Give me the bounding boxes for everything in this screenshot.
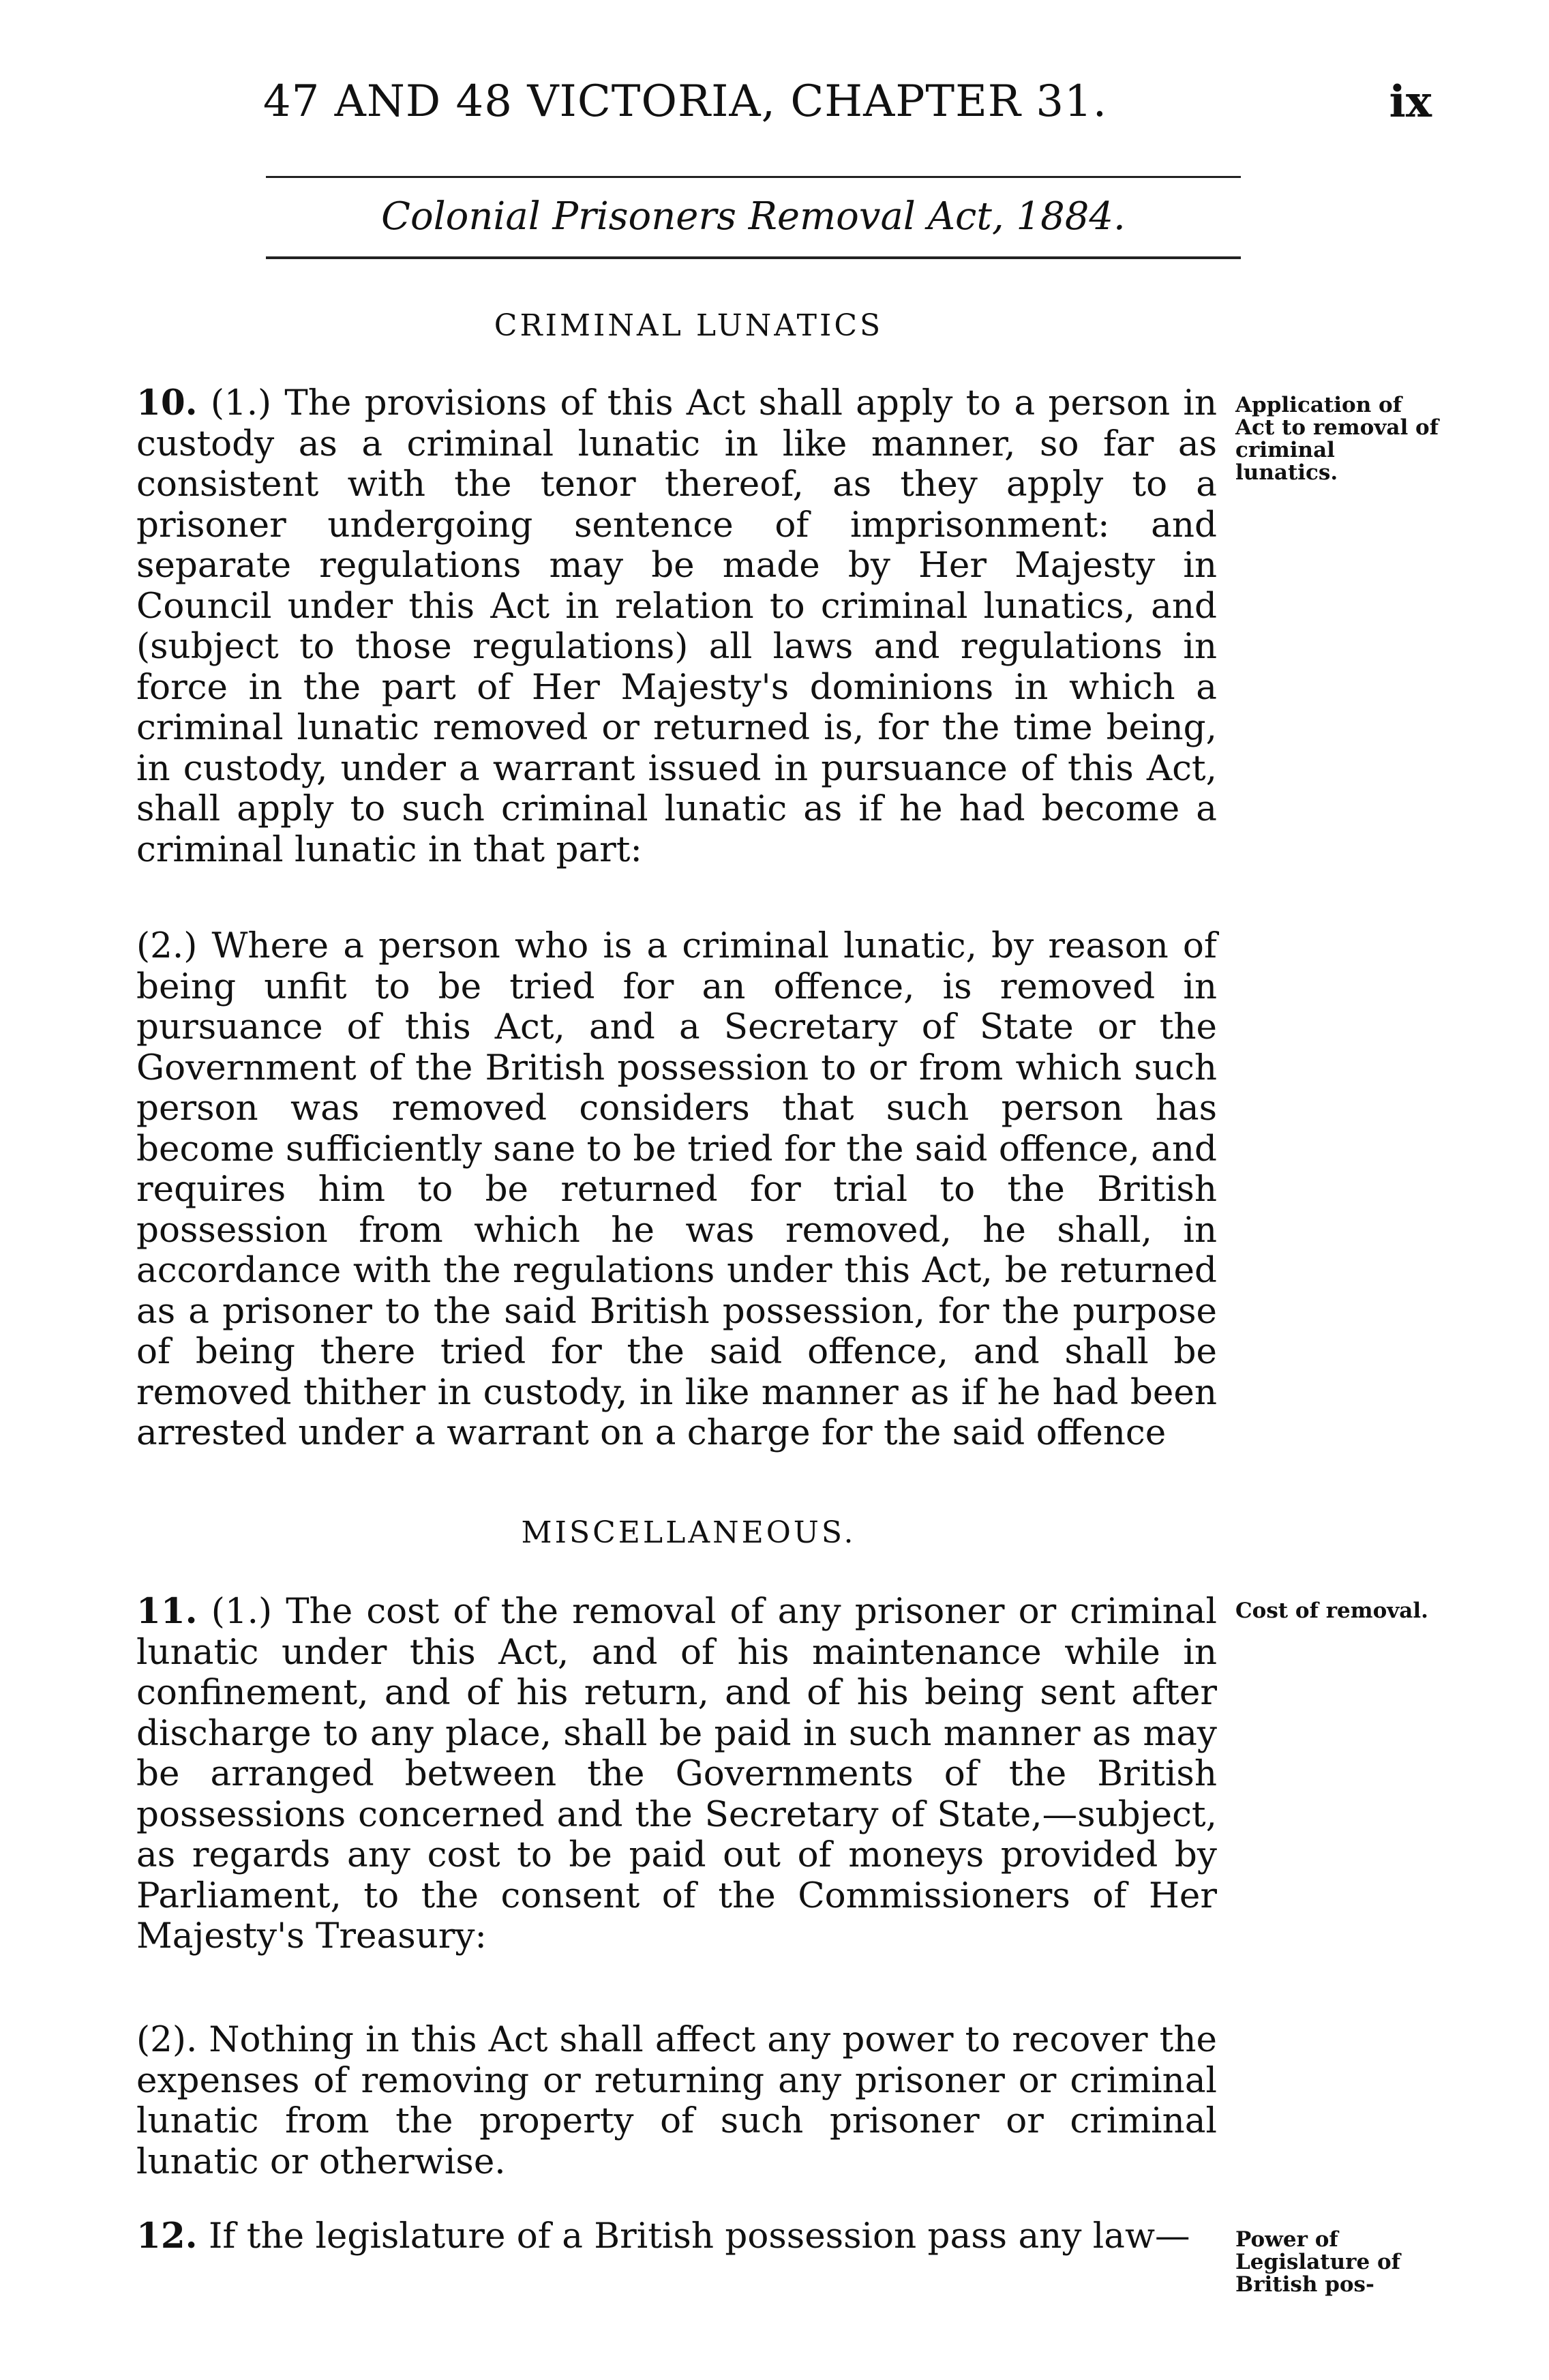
- sidenote-application: Application of Act to removal of criminal lunatics.: [1235, 393, 1439, 485]
- header-rule-top: [266, 176, 1241, 178]
- section-10-subsection-1: [136, 383, 1217, 870]
- sidenote-cost: Cost of removal.: [1235, 1598, 1428, 1623]
- paragraph-text: (1.) The provisions of this Act shall apply to a person in custody as a criminal lunatic in like manner, so far as consistent with the tenor thereof, as they apply to a prisoner undergoing sentence of imprisonment: and separate regulations may be made by Her Majesty in Council under this Act in relation to criminal lunatics, and (subject to those regulations) all laws and regulations in force in the part of Her Majesty's dominions in which a criminal lunatic removed or returned is, for the time being, in custody, under a warrant issued in pursuance of this Act, shall apply to such criminal lunatic as if he had become a criminal lunatic in that part:: [136, 383, 1217, 870]
- section-11-subsection-1: [136, 1592, 1217, 1957]
- page-number: ix: [1389, 76, 1432, 128]
- header-rule-bottom: [266, 256, 1241, 259]
- section-10-subsection-2: [136, 926, 1217, 1454]
- paragraph-text: (2). Nothing in this Act shall affect any power to recover the expenses of removing or returning any prisoner or criminal lunatic from the property of such prisoner or criminal lunatic or otherwise.: [136, 2019, 1217, 2182]
- paragraph-text: (1.) The cost of the removal of any prisoner or criminal lunatic under this Act, and of his maintenance while in confinement, and of his return, and of his being sent after discharge to any place, shall be paid in such manner as may be arranged between the Governments of the British possessions concerned and the Secretary of State,—subject, as regards any cost to be paid out of moneys provided by Parliament, to the consent of the Commissioners of Her Majesty's Treasury:: [136, 1591, 1217, 1957]
- running-title: 47 AND 48 VICTORIA, CHAPTER 31.: [262, 76, 1108, 127]
- sidenote-power: Power of Legislature of British pos-: [1235, 2227, 1401, 2297]
- running-head: [136, 76, 1432, 131]
- section-number: 12.: [136, 2216, 198, 2257]
- section-11-subsection-2: [136, 2020, 1217, 2182]
- paragraph-text: If the legislature of a British possession pass any law—: [197, 2216, 1190, 2257]
- act-title: Colonial Prisoners Removal Act, 1884.: [381, 194, 1126, 239]
- paragraph-text: (2.) Where a person who is a criminal lunatic, by reason of being unfit to be tried for an offence, is removed in pursuance of this Act, and a Secretary of State or the Government of the British possession to or from which such person was removed considers that such person has become sufficiently sane to be tried for the said offence, and requires him to be returned for trial to the British possession from which he was removed, he shall, in accordance with the regulations under this Act, be returned as a prisoner to the said British possession, for the purpose of being there tried for the said offence, and shall be removed thither in custody, in like manner as if he had been arrested under a warrant on a charge for the said offence: [136, 925, 1217, 1453]
- section-heading-miscellaneous: MISCELLANEOUS.: [521, 1515, 856, 1550]
- section-12: [136, 2216, 1217, 2257]
- section-heading-criminal-lunatics: CRIMINAL LUNATICS: [494, 308, 884, 343]
- section-number: 10.: [136, 383, 198, 423]
- section-number: 11.: [136, 1591, 198, 1632]
